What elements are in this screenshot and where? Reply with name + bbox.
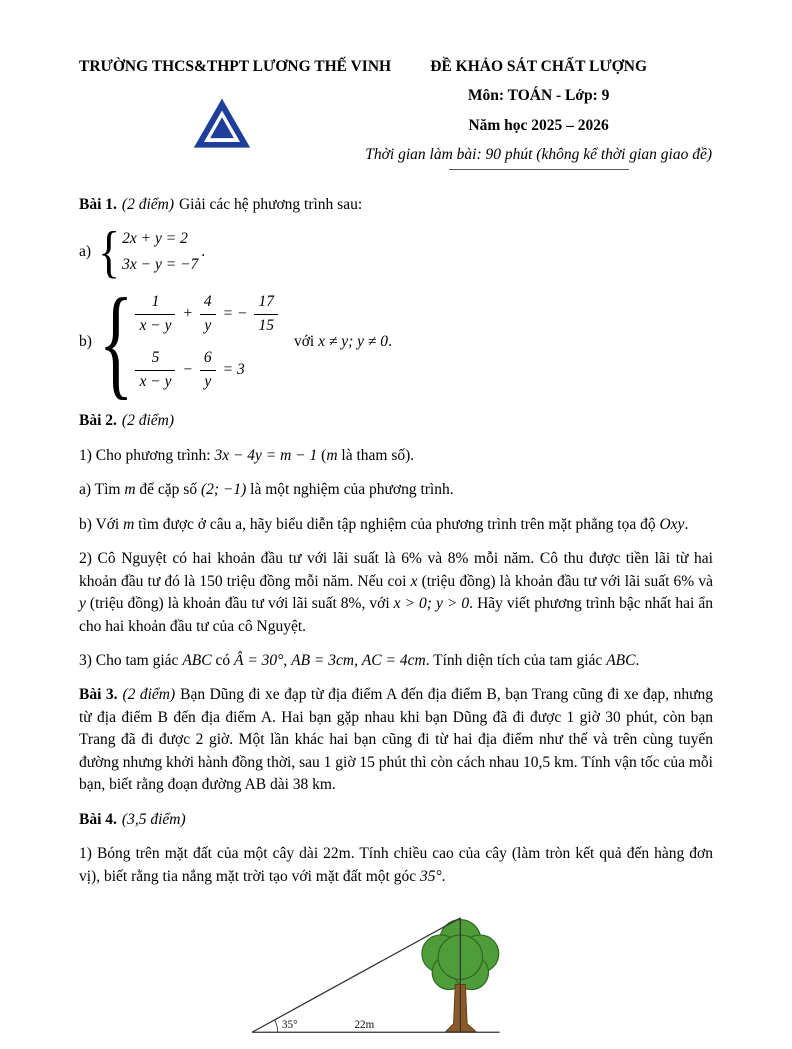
math-segment: m (124, 481, 136, 499)
math-segment: m (326, 446, 338, 464)
fraction (200, 347, 216, 393)
equals-sign: = 3 (222, 361, 245, 379)
bai2-part2 (79, 548, 713, 638)
text-segment: (triệu đồng) là khoản đầu tư với lãi suất 8%, với (85, 595, 394, 613)
text-segment: . (441, 867, 446, 885)
bai2-points: (2 điểm) (121, 412, 174, 430)
system-b-equations (135, 286, 277, 398)
text-segment: . Hãy viết phương trình bậc nhất hai ẩn cho hai khoản đầu tư của cô Nguyệt. (79, 595, 713, 635)
math-segment: x (410, 572, 418, 590)
bai1-heading (79, 194, 713, 216)
equation: 2x + y = 2 (122, 230, 188, 248)
text-segment: . Tính diện tích của tam giác (425, 651, 607, 669)
text-segment: để cặp số (135, 481, 201, 499)
exam-header (79, 56, 713, 170)
equation-row (135, 347, 277, 393)
tree-shadow-figure (247, 904, 713, 1048)
exam-title: ĐỀ KHẢO SÁT CHẤT LƯỢNG (430, 58, 648, 75)
text-segment: a) Tìm (79, 481, 125, 499)
text-segment: 1) Bóng trên mặt đất của một cây dài 22m. Tính chiều cao của cây (làm tròn kết quả đến hàng đơn vị), biết rằng tia nắng mặt trời tạo với mặt đất một góc (79, 845, 713, 885)
exam-subject: Môn: TOÁN - Lớp: 9 (467, 87, 610, 105)
exam-school-year: Năm học 2025 – 2026 (468, 116, 609, 134)
text-segment: là tham số). (337, 446, 415, 464)
math-segment: ABC (606, 651, 636, 669)
text-segment: (triệu đồng) là khoản đầu tư với lãi suất 6% và (417, 572, 713, 590)
period: . (388, 333, 392, 351)
bai2-heading (79, 410, 713, 432)
fraction (200, 291, 216, 337)
system-b (98, 273, 278, 412)
bai3-text: Bạn Dũng đi xe đạp từ địa điểm A đến địa điểm B, bạn Trang cũng đi xe đạp, nhưng từ địa điểm B đến địa điểm A. Hai bạn gặp nhau khi bạn Dũng đã đi được 1 giờ 30 phút, còn bạn Trang đã đi được 2 giờ. Một lần khác hai bạn cũng đi từ hai địa điểm như thế và trên cùng tuyến đường nhưng khởi hành đồng thời, sau 1 giờ 15 phút thì còn cách nhau 10,5 km. Tính vận tốc của mỗi bạn, biết rằng đoạn đường AB dài 38 km. (79, 686, 714, 794)
exam-body (79, 194, 713, 1049)
system-brace: { (98, 219, 121, 284)
text-segment: có (211, 651, 234, 669)
system-a (98, 219, 199, 284)
fraction-numerator: 5 (135, 347, 175, 370)
text-segment: , (354, 651, 362, 669)
condition-text: với (293, 333, 319, 351)
fraction-numerator: 1 (135, 291, 175, 314)
school-block (79, 56, 392, 170)
fraction-numerator: 4 (200, 291, 216, 314)
text-segment: . (635, 651, 640, 669)
bai1-title: Bài 1. (79, 195, 117, 213)
bai2-part1 (79, 445, 713, 467)
fraction-denominator: y (204, 316, 212, 334)
bai3-paragraph (79, 684, 713, 796)
fraction-numerator: 17 (254, 291, 278, 314)
math-segment: 3x − 4y = m − 1 (214, 446, 318, 464)
math-segment: Â = 30° (233, 651, 284, 669)
math-segment: (2; −1) (200, 481, 247, 499)
bai4-title: Bài 4. (79, 810, 117, 828)
bai2-part3 (79, 650, 713, 672)
system-a-equations (122, 228, 198, 276)
text-segment: tìm được ở câu a, hãy biểu diễn tập nghiệm của phương trình trên mặt phẳng tọa độ (134, 515, 660, 533)
text-segment: 3) Cho tam giác (79, 651, 183, 669)
math-segment: Oxy (659, 515, 685, 533)
bai2-title: Bài 2. (79, 412, 117, 430)
fraction-numerator: 6 (200, 347, 216, 370)
bai2-part1a (79, 479, 713, 501)
bai4-part1 (79, 843, 713, 888)
math-segment: AC = 4cm (361, 651, 426, 669)
text-segment: ( (317, 446, 327, 464)
tree-shadow-illustration (247, 904, 503, 1041)
math-segment: m (123, 515, 135, 533)
math-segment: x > 0; y > 0 (393, 595, 470, 613)
fraction-denominator: x − y (139, 316, 172, 334)
angle-label: 35° (281, 1019, 298, 1032)
base-length-label: 22m (354, 1019, 375, 1032)
condition-math: x ≠ y; y ≠ 0 (318, 333, 389, 351)
fraction-denominator: x − y (139, 372, 172, 390)
math-segment: ABC (182, 651, 212, 669)
period: . (201, 243, 206, 261)
text-segment: 2) Cô Nguyệt có hai khoản đầu tư với lãi suất là 6% và 8% mỗi năm. Cô thu được tiền lãi từ hai khoản đầu tư đó là 150 triệu đồng mỗi năm. Nếu coi (79, 550, 713, 590)
text-segment: , (283, 651, 292, 669)
bai1-system-a (79, 219, 713, 284)
equation-row (135, 291, 277, 337)
bai2-part1b (79, 514, 713, 536)
bai3-title: Bài 3. (79, 686, 118, 704)
exam-info-block (364, 56, 713, 170)
bai3-points: (2 điểm) (122, 686, 176, 704)
bai4-points: (3,5 điểm) (121, 810, 186, 828)
text-segment: là một nghiệm của phương trình. (246, 481, 454, 499)
bai1-points: (2 điểm) (121, 195, 174, 213)
operator: − (182, 361, 193, 379)
school-name: TRƯỜNG THCS&THPT LƯƠNG THẾ VINH (79, 58, 392, 75)
math-segment: AB = 3cm (291, 651, 355, 669)
operator: + (182, 305, 193, 323)
angle-arc (275, 1020, 278, 1032)
text-segment: 1) Cho phương trình: (79, 446, 215, 464)
school-logo (79, 86, 364, 169)
item-label-b: b) (79, 333, 92, 351)
fraction (135, 347, 175, 393)
fraction (135, 291, 175, 337)
school-logo-icon (191, 86, 253, 162)
fraction-denominator: 15 (258, 316, 274, 334)
item-label-a: a) (79, 243, 92, 261)
system-brace: { (98, 273, 134, 412)
duration-underline (449, 169, 629, 170)
bai4-heading (79, 809, 713, 831)
system-condition (294, 331, 392, 353)
text-segment: . (684, 515, 689, 533)
math-segment: y (79, 595, 86, 613)
fraction-denominator: y (204, 372, 212, 390)
math-segment: 35° (419, 867, 442, 885)
equation: 3x − y = −7 (122, 255, 199, 273)
text-segment: b) Với (79, 515, 124, 533)
fraction (254, 291, 278, 337)
exam-duration: Thời gian làm bài: 90 phút (không kể thời gian giao đề) (365, 146, 713, 164)
bai1-intro: Giải các hệ phương trình sau: (178, 195, 363, 213)
equals-sign: = − (222, 305, 248, 323)
bai1-system-b (79, 273, 713, 412)
